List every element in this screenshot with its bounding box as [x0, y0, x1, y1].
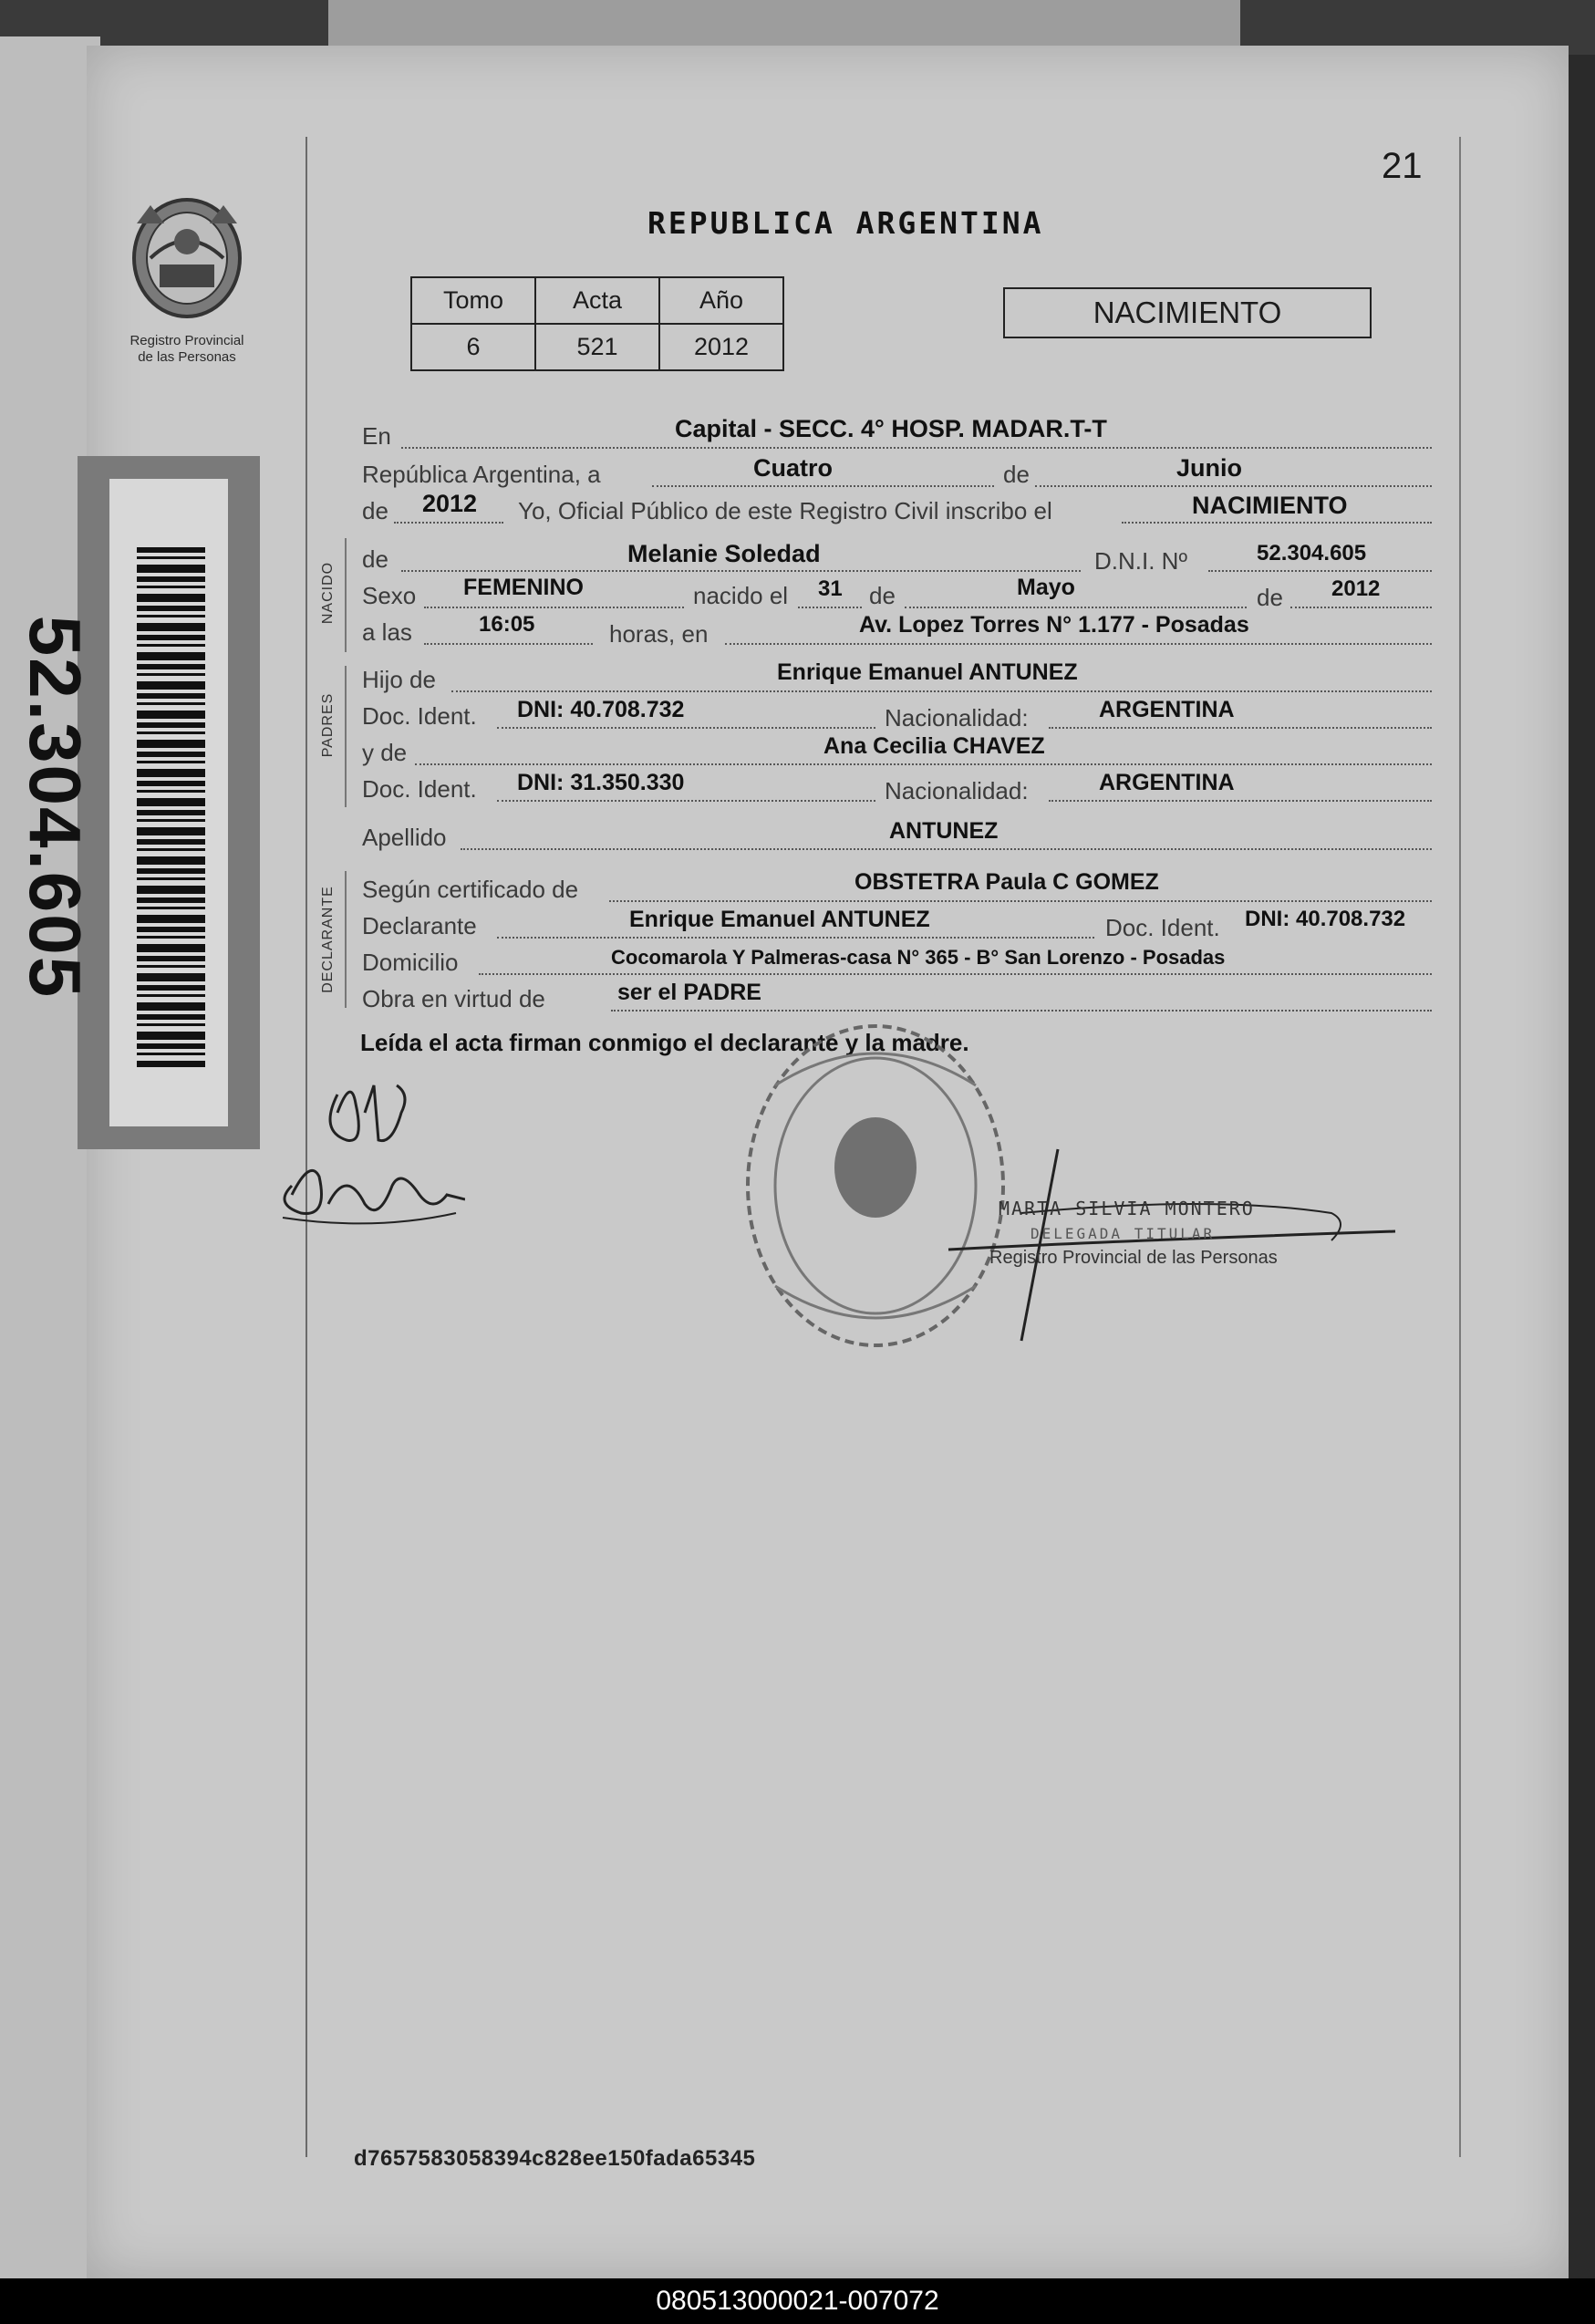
registry-header-tomo: Tomo — [411, 277, 535, 324]
dots-row13a — [497, 937, 1094, 939]
official-org: Registro Provincial de las Personas — [989, 1248, 1278, 1268]
value-nombre: Melanie Soledad — [627, 540, 821, 567]
value-certificado: OBSTETRA Paula C GOMEZ — [854, 869, 1159, 895]
label-declarante: Declarante — [362, 912, 477, 939]
value-mes: Junio — [1176, 454, 1242, 482]
dots-row4a — [401, 570, 1081, 572]
official-signature-icon — [939, 1140, 1414, 1350]
label-doc-ident-3: Doc. Ident. — [1105, 914, 1220, 941]
label-segun: Según certificado de — [362, 876, 579, 903]
dots-row10a — [497, 800, 875, 802]
label-domicilio: Domicilio — [362, 949, 459, 976]
value-padre: Enrique Emanuel ANTUNEZ — [777, 659, 1078, 685]
registry-value-row — [411, 324, 783, 370]
value-madre: Ana Cecilia CHAVEZ — [823, 733, 1045, 759]
page-number: 21 — [1382, 146, 1423, 186]
barcode-number-text: 52.304.605 — [15, 615, 96, 1000]
label-inscribo: Yo, Oficial Público de este Registro Civil inscribo el — [518, 497, 1052, 524]
value-obra: ser el PADRE — [617, 980, 761, 1005]
section-bar-declarante — [345, 871, 347, 1008]
dots-row7 — [451, 690, 1432, 692]
dots-row9 — [415, 763, 1432, 765]
label-doc-ident-2: Doc. Ident. — [362, 775, 477, 803]
province-crest-icon — [119, 187, 255, 324]
dots-row11 — [461, 848, 1432, 850]
registry-value-anio: 2012 — [659, 324, 783, 370]
label-doc-ident-1: Doc. Ident. — [362, 702, 477, 730]
label-horas-en: horas, en — [609, 620, 709, 648]
dots-row5b — [798, 607, 862, 608]
value-mes-nac: Mayo — [1017, 575, 1075, 600]
dots-row15 — [611, 1010, 1432, 1012]
dots-row6a — [424, 643, 593, 645]
dots-row12 — [609, 900, 1432, 902]
value-declarante-dni: DNI: 40.708.732 — [1245, 907, 1406, 931]
crest-caption — [96, 333, 278, 366]
section-declarante: DECLARANTE — [320, 886, 336, 993]
label-de-mes: de — [1003, 461, 1030, 488]
value-padre-dni: DNI: 40.708.732 — [517, 697, 685, 722]
value-sexo: FEMENINO — [463, 575, 584, 600]
value-domicilio: Cocomarola Y Palmeras-casa N° 365 - B° San Lorenzo - Posadas — [611, 946, 1226, 969]
dots-row5c — [905, 607, 1247, 608]
value-dia-texto: Cuatro — [753, 454, 833, 482]
footer-id-bar: 080513000021-007072 — [0, 2278, 1595, 2324]
crest-caption-line1: Registro Provincial — [129, 333, 244, 348]
value-padre-nac: ARGENTINA — [1099, 697, 1235, 722]
label-obra: Obra en virtud de — [362, 985, 545, 1012]
section-nacido: NACIDO — [320, 561, 336, 625]
label-nacionalidad-1: Nacionalidad: — [885, 704, 1029, 731]
act-type-box: NACIMIENTO — [1003, 287, 1372, 338]
value-hora: 16:05 — [479, 612, 535, 637]
dots-row3b — [1122, 522, 1432, 524]
dots-row6b — [725, 643, 1432, 645]
label-de-dia: de — [869, 582, 896, 609]
official-role: DELEGADA TITULAR — [1031, 1225, 1216, 1242]
value-dia-nac: 31 — [818, 576, 843, 601]
label-dni: D.N.I. Nº — [1094, 547, 1187, 575]
section-bar-nacido — [345, 538, 347, 652]
value-dni: 52.304.605 — [1257, 541, 1367, 565]
value-lugar-nac: Av. Lopez Torres N° 1.177 - Posadas — [859, 612, 1249, 638]
value-lugar: Capital - SECC. 4° HOSP. MADAR.T-T — [675, 415, 1107, 442]
registry-header-row — [411, 277, 783, 324]
label-nacido-el: nacido el — [693, 582, 789, 609]
label-republica: República Argentina, a — [362, 461, 601, 488]
dots-row4b — [1208, 570, 1432, 572]
official-name: MARTA SILVIA MONTERO — [999, 1198, 1255, 1219]
label-hijo-de: Hijo de — [362, 666, 436, 693]
barcode-bars — [137, 547, 205, 1067]
registry-table — [410, 276, 784, 371]
crest-caption-line2: de las Personas — [138, 349, 236, 365]
dots-row3a — [394, 522, 503, 524]
dots-row2a — [652, 485, 994, 487]
value-anio: 2012 — [422, 490, 478, 517]
label-de-ano: de — [362, 497, 388, 524]
value-madre-nac: ARGENTINA — [1099, 770, 1235, 795]
section-padres: PADRES — [320, 692, 336, 758]
value-apellido: ANTUNEZ — [889, 818, 999, 844]
dots-row1 — [401, 447, 1432, 449]
label-nacionalidad-2: Nacionalidad: — [885, 777, 1029, 804]
dots-row2b — [1035, 485, 1432, 487]
registry-header-acta: Acta — [535, 277, 659, 324]
barcode-number — [14, 538, 96, 1076]
label-a-las: a las — [362, 618, 412, 646]
registry-value-tomo: 6 — [411, 324, 535, 370]
document-hash: d7657583058394c828ee150fada65345 — [354, 2146, 756, 2171]
dots-row14 — [479, 973, 1432, 975]
registry-header-anio: Año — [659, 277, 783, 324]
dots-row10b — [1049, 800, 1432, 802]
dots-row5a — [424, 607, 684, 608]
value-acto: NACIMIENTO — [1192, 492, 1348, 519]
dots-row8b — [1049, 727, 1432, 729]
label-de-nombre: de — [362, 545, 388, 573]
label-de-anio2: de — [1257, 584, 1283, 611]
left-page-edge — [0, 36, 100, 2278]
label-y-de: y de — [362, 739, 408, 766]
value-anio-nac: 2012 — [1331, 576, 1381, 601]
registry-value-acta: 521 — [535, 324, 659, 370]
label-apellido: Apellido — [362, 824, 447, 851]
dots-row5d — [1290, 607, 1432, 608]
label-sexo: Sexo — [362, 582, 417, 609]
value-madre-dni: DNI: 31.350.330 — [517, 770, 685, 795]
document-title: REPUBLICA ARGENTINA — [647, 205, 1044, 241]
declarant-signature-icon — [264, 1058, 465, 1259]
closing-statement: Leída el acta firman conmigo el declarante y la madre. — [360, 1029, 969, 1056]
section-bar-padres — [345, 666, 347, 807]
dots-row8a — [497, 727, 875, 729]
label-en: En — [362, 422, 391, 450]
value-declarante: Enrique Emanuel ANTUNEZ — [629, 907, 930, 932]
right-margin-line — [1459, 137, 1461, 2157]
